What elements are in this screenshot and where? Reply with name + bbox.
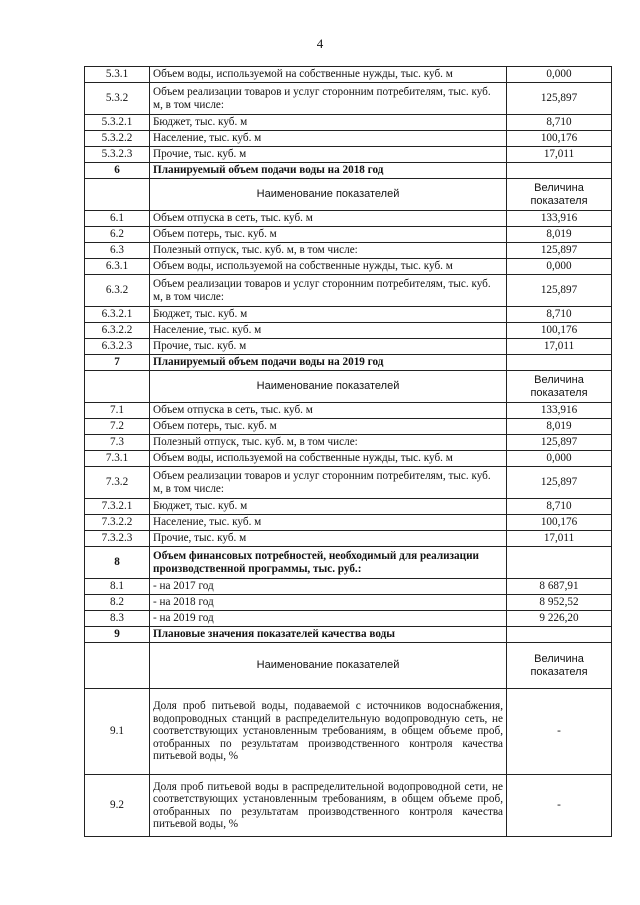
section-number: 8	[85, 547, 150, 579]
row-value: 17,011	[507, 531, 612, 547]
table-row	[85, 403, 612, 419]
row-value: 17,011	[507, 147, 612, 163]
row-value: 133,916	[507, 403, 612, 419]
table-row	[85, 323, 612, 339]
row-name: Объем реализации товаров и услуг сторонним потребителям, тыс. куб. м, в том числе:	[150, 275, 507, 307]
row-number: 6.1	[85, 211, 150, 227]
row-name: Объем потерь, тыс. куб. м	[150, 419, 507, 435]
row-number: 7.3.2	[85, 467, 150, 499]
table-row	[85, 147, 612, 163]
section-number: 9	[85, 627, 150, 643]
row-number: 7.3.1	[85, 451, 150, 467]
table-row	[85, 419, 612, 435]
row-number: 5.3.2.3	[85, 147, 150, 163]
row-number: 9.2	[85, 775, 150, 837]
row-value: 125,897	[507, 275, 612, 307]
table-row	[85, 243, 612, 259]
page-number: 4	[316, 36, 324, 51]
section-row	[85, 163, 612, 179]
section-title: Планируемый объем подачи воды на 2018 год	[150, 163, 507, 179]
section-value-empty	[507, 355, 612, 371]
table-row	[85, 435, 612, 451]
row-value: 8,710	[507, 499, 612, 515]
row-value: 8,019	[507, 419, 612, 435]
row-number: 9.1	[85, 689, 150, 775]
row-value: 0,000	[507, 259, 612, 275]
row-name: Объем отпуска в сеть, тыс. куб. м	[150, 211, 507, 227]
row-name: Население, тыс. куб. м	[150, 323, 507, 339]
row-value: 100,176	[507, 323, 612, 339]
column-header-name: Наименование показателей	[150, 179, 507, 211]
row-name: Объем отпуска в сеть, тыс. куб. м	[150, 403, 507, 419]
section-title: Плановые значения показателей качества воды	[150, 627, 507, 643]
row-number: 8.1	[85, 579, 150, 595]
row-value: 8,710	[507, 307, 612, 323]
section-number: 6	[85, 163, 150, 179]
row-name: Объем реализации товаров и услуг сторонним потребителям, тыс. куб. м, в том числе:	[150, 467, 507, 499]
row-number: 7.3.2.3	[85, 531, 150, 547]
section-title: Планируемый объем подачи воды на 2019 год	[150, 355, 507, 371]
section-row	[85, 627, 612, 643]
section-title: Объем финансовых потребностей, необходимый для реализации производственной программы, тыс. руб.:	[150, 547, 507, 579]
row-value: 0,000	[507, 451, 612, 467]
table-row	[85, 531, 612, 547]
table-row	[85, 775, 612, 837]
row-value: 8,710	[507, 115, 612, 131]
table-row	[85, 275, 612, 307]
column-header-number	[85, 643, 150, 689]
section-value-empty	[507, 163, 612, 179]
row-value: 125,897	[507, 467, 612, 499]
table-row	[85, 227, 612, 243]
row-number: 6.3	[85, 243, 150, 259]
row-name: Объем воды, используемой на собственные нужды, тыс. куб. м	[150, 451, 507, 467]
row-number: 5.3.2	[85, 83, 150, 115]
column-header-row	[85, 643, 612, 689]
table-row	[85, 515, 612, 531]
row-number: 7.3.2.2	[85, 515, 150, 531]
row-name: Объем воды, используемой на собственные нужды, тыс. куб. м	[150, 67, 507, 83]
table-row	[85, 67, 612, 83]
row-number: 5.3.2.1	[85, 115, 150, 131]
row-value: 8,019	[507, 227, 612, 243]
table-row	[85, 131, 612, 147]
section-row	[85, 355, 612, 371]
table-row	[85, 611, 612, 627]
column-header-row	[85, 371, 612, 403]
row-name: Объем потерь, тыс. куб. м	[150, 227, 507, 243]
row-value: 0,000	[507, 67, 612, 83]
row-name: Прочие, тыс. куб. м	[150, 339, 507, 355]
row-number: 6.3.2	[85, 275, 150, 307]
table-row	[85, 259, 612, 275]
row-number: 6.2	[85, 227, 150, 243]
row-name: - на 2017 год	[150, 579, 507, 595]
row-name: Доля проб питьевой воды в распределительной водопроводной сети, не соответствующих установленным требованиям, в общем объеме проб, отобранных по результатам производственного контроля качества питьевой воды, %	[150, 775, 507, 837]
section-value-empty	[507, 547, 612, 579]
table-row	[85, 339, 612, 355]
table-row	[85, 451, 612, 467]
row-number: 6.3.2.2	[85, 323, 150, 339]
column-header-value: Величина показателя	[507, 179, 612, 211]
row-number: 6.3.2.3	[85, 339, 150, 355]
column-header-name: Наименование показателей	[150, 643, 507, 689]
table-row	[85, 579, 612, 595]
column-header-value: Величина показателя	[507, 371, 612, 403]
row-number: 7.1	[85, 403, 150, 419]
column-header-row	[85, 179, 612, 211]
row-value: -	[507, 775, 612, 837]
row-name: Прочие, тыс. куб. м	[150, 147, 507, 163]
row-name: Полезный отпуск, тыс. куб. м, в том числе:	[150, 243, 507, 259]
row-number: 6.3.1	[85, 259, 150, 275]
row-number: 5.3.2.2	[85, 131, 150, 147]
row-name: Бюджет, тыс. куб. м	[150, 307, 507, 323]
row-name: Бюджет, тыс. куб. м	[150, 499, 507, 515]
column-header-value: Величина показателя	[507, 643, 612, 689]
row-value: 125,897	[507, 83, 612, 115]
row-value: 8 952,52	[507, 595, 612, 611]
table-row	[85, 467, 612, 499]
table-row	[85, 307, 612, 323]
row-number: 7.2	[85, 419, 150, 435]
row-value: 133,916	[507, 211, 612, 227]
column-header-number	[85, 179, 150, 211]
table-row	[85, 115, 612, 131]
section-value-empty	[507, 627, 612, 643]
column-header-number	[85, 371, 150, 403]
row-number: 8.3	[85, 611, 150, 627]
row-number: 7.3.2.1	[85, 499, 150, 515]
row-name: - на 2019 год	[150, 611, 507, 627]
row-name: Население, тыс. куб. м	[150, 131, 507, 147]
row-number: 8.2	[85, 595, 150, 611]
row-name: Бюджет, тыс. куб. м	[150, 115, 507, 131]
table-row	[85, 83, 612, 115]
table-row	[85, 211, 612, 227]
table-row	[85, 499, 612, 515]
row-value: 125,897	[507, 243, 612, 259]
indicators-table	[84, 66, 612, 837]
column-header-name: Наименование показателей	[150, 371, 507, 403]
row-value: 100,176	[507, 131, 612, 147]
row-number: 5.3.1	[85, 67, 150, 83]
table-row	[85, 595, 612, 611]
row-name: Объем реализации товаров и услуг сторонним потребителям, тыс. куб. м, в том числе:	[150, 83, 507, 115]
row-number: 6.3.2.1	[85, 307, 150, 323]
row-number: 7.3	[85, 435, 150, 451]
section-number: 7	[85, 355, 150, 371]
row-value: 8 687,91	[507, 579, 612, 595]
row-value: 125,897	[507, 435, 612, 451]
row-name: Прочие, тыс. куб. м	[150, 531, 507, 547]
row-value: 9 226,20	[507, 611, 612, 627]
row-name: Объем воды, используемой на собственные нужды, тыс. куб. м	[150, 259, 507, 275]
row-name: Доля проб питьевой воды, подаваемой с источников водоснабжения, водопроводных станций в распределительную водопроводную сеть, не соответствующих установленным требованиям, в общем объеме проб, отобранных по результатам производственного контроля качества питьевой воды, %	[150, 689, 507, 775]
table-row	[85, 689, 612, 775]
row-name: - на 2018 год	[150, 595, 507, 611]
row-value: 100,176	[507, 515, 612, 531]
row-name: Население, тыс. куб. м	[150, 515, 507, 531]
section-row	[85, 547, 612, 579]
row-value: -	[507, 689, 612, 775]
row-name: Полезный отпуск, тыс. куб. м, в том числе:	[150, 435, 507, 451]
row-value: 17,011	[507, 339, 612, 355]
